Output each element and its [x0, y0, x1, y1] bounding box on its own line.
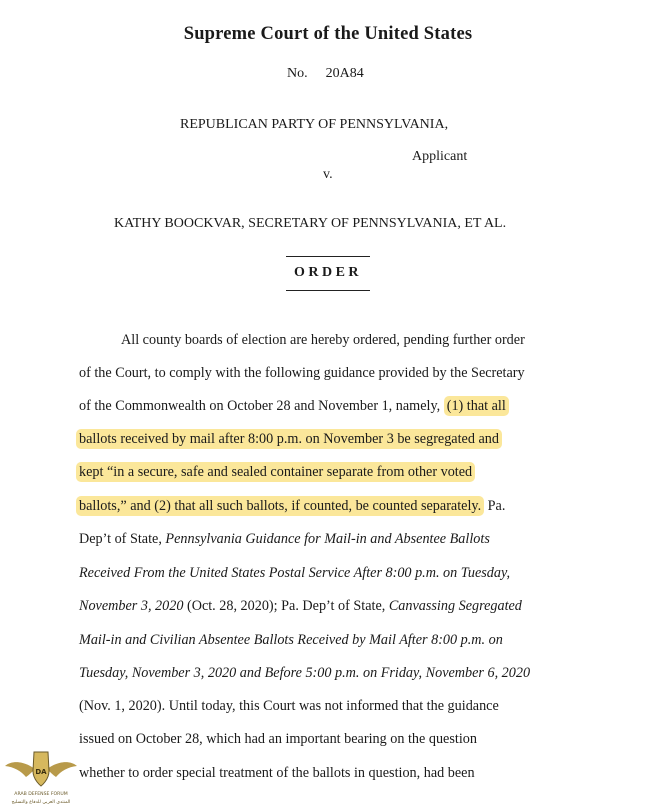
watermark-name: ARAB DEFENSE FORUM [14, 792, 68, 797]
versus: v. [323, 167, 333, 182]
court-title: Supreme Court of the United States [183, 24, 473, 44]
citation-title: November 3, 2020 [79, 598, 184, 614]
body-line: Mail-in and Civilian Absentee Ballots Received by Mail After 8:00 p.m. on [79, 632, 503, 648]
body-line [79, 529, 490, 549]
watermark-logo [2, 743, 80, 807]
body-line: Received From the United States Postal Service After 8:00 p.m. on Tuesday, [79, 565, 511, 581]
body-line: Tuesday, November 3, 2020 and Before 5:00 p.m. on Friday, November 6, 2020 [79, 665, 531, 681]
highlighted-text: ballots received by mail after 8:00 p.m. on November 3 be segregated and [76, 429, 502, 449]
order-rule-top [286, 256, 370, 257]
body-line [76, 496, 505, 516]
highlighted-text: kept “in a secure, safe and sealed container separate from other voted [76, 462, 475, 482]
body-line: whether to order special treatment of the ballots in question, had been [79, 765, 475, 781]
body-line: All county boards of election are hereby ordered, pending further order [121, 332, 525, 348]
order-title: ORDER [293, 265, 363, 280]
highlighted-text: (1) that all [444, 396, 509, 416]
citation-title: Canvassing Segregated [388, 598, 522, 614]
body-text: Pa. [487, 498, 506, 514]
body-text: Dep’t of State, [79, 531, 162, 547]
docket-value: 20A84 [325, 66, 364, 81]
citation-title: Pennsylvania Guidance for Mail-in and Absentee Ballots [165, 531, 490, 547]
body-line [79, 596, 522, 616]
right-wing-icon [47, 762, 77, 777]
highlighted-text: ballots,” and (2) that all such ballots, if counted, be counted separately. [76, 496, 484, 516]
body-line [76, 462, 475, 482]
respondent-name: KATHY BOOCKVAR, SECRETARY OF PENNSYLVANIA, ET AL. [114, 216, 507, 231]
docket-label: No. [287, 66, 308, 81]
body-text: (Oct. 28, 2020); Pa. Dep’t of State, [186, 598, 386, 614]
order-rule-bottom [286, 290, 370, 291]
body-line: (Nov. 1, 2020). Until today, this Court was not informed that the guidance [79, 698, 499, 714]
body-line [76, 429, 502, 449]
docket-number [287, 66, 364, 82]
left-wing-icon [5, 762, 35, 777]
applicant-name: REPUBLICAN PARTY OF PENNSYLVANIA, [180, 117, 449, 132]
watermark-initials: DA [35, 768, 47, 776]
body-line: of the Court, to comply with the following guidance provided by the Secretary [79, 365, 525, 381]
body-text: of the Commonwealth on October 28 and November 1, namely, [79, 398, 441, 414]
body-line: issued on October 28, which had an important bearing on the question [79, 731, 477, 747]
watermark-arabic: المنتدى العربي للدفاع والتسليح [11, 800, 71, 805]
body-line [79, 396, 509, 416]
applicant-role: Applicant [412, 149, 468, 164]
